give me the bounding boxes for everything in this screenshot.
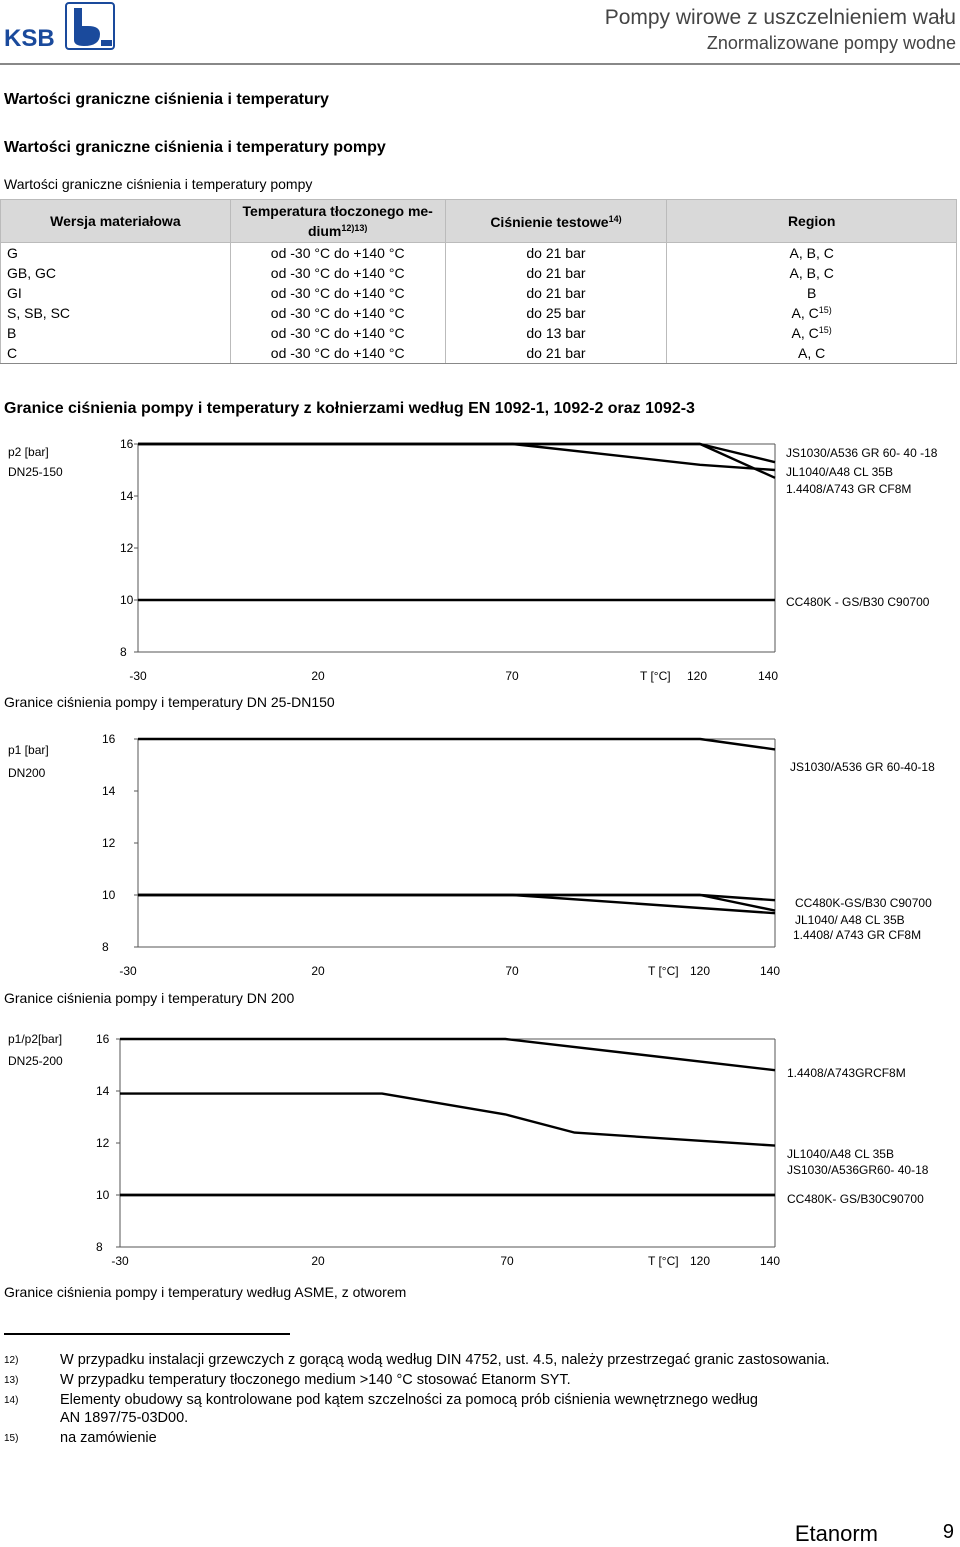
series-line — [138, 444, 775, 470]
footnote-number: 15) — [4, 1433, 19, 1444]
cell-region: A, $C^{15)}$ — [667, 323, 957, 343]
region-footnote-ref: 15) — [818, 325, 832, 335]
footnote-number: 12) — [4, 1355, 19, 1366]
x-tick-label: -30 — [129, 669, 147, 683]
legend-label: JL1040/A48 CL 35B — [786, 465, 893, 479]
footnote-number: 13) — [4, 1375, 19, 1386]
y-tick-label: 14 — [96, 1084, 110, 1098]
legend-label: 1.4408/A743 GR CF8M — [786, 482, 912, 496]
cell-temperature: od -30 °C do +140 °C — [230, 343, 445, 364]
legend-label: JS1030/A536 GR 60- 40 -18 — [786, 446, 938, 460]
cell-pressure: do 25 bar — [445, 303, 667, 323]
cell-material: G — [1, 243, 231, 264]
chart3-caption: Granice ciśnienia pompy i temperatury według ASME, z otworem — [4, 1284, 407, 1300]
header-region: Region — [667, 200, 957, 243]
table-row — [1, 343, 957, 364]
header-divider — [0, 63, 960, 65]
ksb-logo — [4, 2, 116, 50]
series-line — [138, 895, 775, 913]
x-tick-label: 120 — [686, 669, 708, 683]
legend-label: CC480K - GS/B30 C90700 — [786, 595, 930, 609]
cell-pressure: do 21 bar — [445, 263, 667, 283]
y-tick-label: 14 — [102, 784, 116, 798]
table-row — [1, 243, 957, 264]
y-axis-sublabel: DN25-200 — [8, 1054, 63, 1068]
chart2-caption: Granice ciśnienia pompy i temperatury DN 200 — [4, 990, 295, 1006]
subsection-title: Wartości graniczne ciśnienia i temperatury pompy — [4, 139, 386, 156]
header-temperature: Temperatura tłoczonego me- dium$^{12)13)}$ — [230, 200, 445, 243]
cell-pressure: do 21 bar — [445, 283, 667, 303]
y-axis-label: p1 [bar] — [8, 743, 49, 757]
table-row — [1, 283, 957, 303]
y-tick-label: 10 — [96, 1188, 110, 1202]
footnote-text: W przypadku temperatury tłoczonego medium >140 °C stosować Etanorm SYT. — [60, 1372, 571, 1388]
flange-title: Granice ciśnienia pompy i temperatury z kołnierzami według EN 1092-1, 1092-2 oraz 1092-3 — [4, 400, 695, 417]
x-tick-label: 20 — [311, 964, 325, 978]
legend-label: JL1040/ A48 CL 35B — [795, 913, 905, 927]
x-axis-label: T [°C] — [640, 669, 671, 683]
series-line — [138, 739, 775, 749]
cell-material: GI — [1, 283, 231, 303]
table-row — [1, 263, 957, 283]
region-footnote-ref: 15) — [818, 305, 832, 315]
table-header-row — [1, 200, 957, 243]
x-tick-label: 120 — [689, 964, 711, 978]
cell-material: GB, GC — [1, 263, 231, 283]
footnote-text: AN 1897/75-03D00. — [60, 1410, 189, 1426]
footer-brand: Etanorm — [794, 1521, 878, 1546]
chart-asme — [0, 1025, 960, 1285]
y-tick-label: 12 — [96, 1136, 110, 1150]
cell-temperature: od -30 °C do +140 °C — [230, 283, 445, 303]
y-tick-label: 16 — [120, 437, 134, 451]
y-tick-label: 10 — [102, 888, 116, 902]
chart1-caption: Granice ciśnienia pompy i temperatury DN 25-DN150 — [4, 694, 335, 710]
cell-region: A, B, C — [667, 243, 957, 264]
y-tick-label: 8 — [102, 940, 109, 954]
legend-label: 1.4408/A743GRCF8M — [787, 1066, 906, 1080]
legend-label: 1.4408/ A743 GR CF8M — [793, 928, 922, 942]
cell-region: A, C — [667, 343, 957, 364]
header-pressure: Ciśnienie testowe$^{14)}$ — [445, 200, 667, 243]
svg-text:KSB: KSB — [4, 25, 55, 50]
x-tick-label: 70 — [500, 1254, 514, 1268]
table-row — [1, 323, 957, 343]
x-tick-label: 70 — [505, 964, 519, 978]
cell-region: A, $C^{15)}$ — [667, 303, 957, 323]
series-line — [120, 1039, 775, 1070]
series-line — [138, 444, 775, 478]
legend-label: JS1030/A536 GR 60-40-18 — [790, 760, 935, 774]
legend-label: JS1030/A536GR60- 40-18 — [787, 1163, 929, 1177]
x-tick-label: 140 — [757, 669, 779, 683]
x-axis-label: T [°C] — [648, 1254, 679, 1268]
section-title: Wartości graniczne ciśnienia i temperatury — [4, 91, 329, 108]
table-caption: Wartości graniczne ciśnienia i temperatury pompy — [4, 176, 313, 192]
cell-region: B — [667, 283, 957, 303]
x-tick-label: -30 — [119, 964, 137, 978]
x-tick-label: 20 — [311, 1254, 325, 1268]
cell-temperature: od -30 °C do +140 °C — [230, 323, 445, 343]
legend-label: JL1040/A48 CL 35B — [787, 1147, 894, 1161]
cell-temperature: od -30 °C do +140 °C — [230, 243, 445, 264]
y-tick-label: 12 — [102, 836, 116, 850]
footnote-rule — [4, 1333, 290, 1335]
cell-material: B — [1, 323, 231, 343]
y-axis-sublabel: DN25-150 — [8, 465, 63, 479]
page-number: 9 — [942, 1521, 954, 1543]
cell-pressure: do 21 bar — [445, 343, 667, 364]
series-line — [138, 895, 775, 911]
x-tick-label: 20 — [311, 669, 325, 683]
x-axis-label: T [°C] — [648, 964, 679, 978]
footnote-text: W przypadku instalacji grzewczych z gorącą wodą według DIN 4752, ust. 4.5, należy przestrzegać granic zastosowania. — [60, 1352, 830, 1368]
footnote-text: Elementy obudowy są kontrolowane pod kątem szczelności za pomocą prób ciśnienia wewnętrznego według — [60, 1392, 758, 1408]
y-tick-label: 8 — [96, 1240, 103, 1254]
pressure-temperature-table — [0, 199, 957, 364]
cell-material: S, SB, SC — [1, 303, 231, 323]
x-tick-label: 120 — [689, 1254, 711, 1268]
y-tick-label: 16 — [102, 732, 116, 746]
cell-pressure: do 13 bar — [445, 323, 667, 343]
chart-dn25-150 — [0, 430, 960, 700]
footnote-number: 14) — [4, 1395, 19, 1406]
series-line — [138, 444, 775, 462]
header-title: Pompy wirowe z uszczelnieniem wału — [604, 6, 956, 29]
cell-temperature: od -30 °C do +140 °C — [230, 263, 445, 283]
header-material: Wersja materiałowa — [1, 200, 231, 243]
cell-temperature: od -30 °C do +140 °C — [230, 303, 445, 323]
y-tick-label: 10 — [120, 593, 134, 607]
x-tick-label: 70 — [505, 669, 519, 683]
footnote-text: na zamówienie — [60, 1430, 157, 1446]
y-axis-label: p2 [bar] — [8, 445, 49, 459]
y-tick-label: 14 — [120, 489, 134, 503]
cell-material: C — [1, 343, 231, 364]
header-subtitle: Znormalizowane pompy wodne — [706, 33, 956, 53]
y-tick-label: 12 — [120, 541, 134, 555]
legend-label: CC480K-GS/B30 C90700 — [795, 896, 932, 910]
x-tick-label: 140 — [759, 964, 781, 978]
cell-region: A, B, C — [667, 263, 957, 283]
x-tick-label: -30 — [111, 1254, 129, 1268]
y-axis-sublabel: DN200 — [8, 766, 46, 780]
x-tick-label: 140 — [759, 1254, 781, 1268]
chart-dn200 — [0, 725, 960, 990]
table-row — [1, 303, 957, 323]
y-axis-label: p1/p2[bar] — [8, 1032, 63, 1046]
cell-pressure: do 21 bar — [445, 243, 667, 264]
y-tick-label: 8 — [120, 645, 127, 659]
y-tick-label: 16 — [96, 1032, 110, 1046]
legend-label: CC480K- GS/B30C90700 — [787, 1192, 924, 1206]
series-line — [120, 1094, 775, 1146]
